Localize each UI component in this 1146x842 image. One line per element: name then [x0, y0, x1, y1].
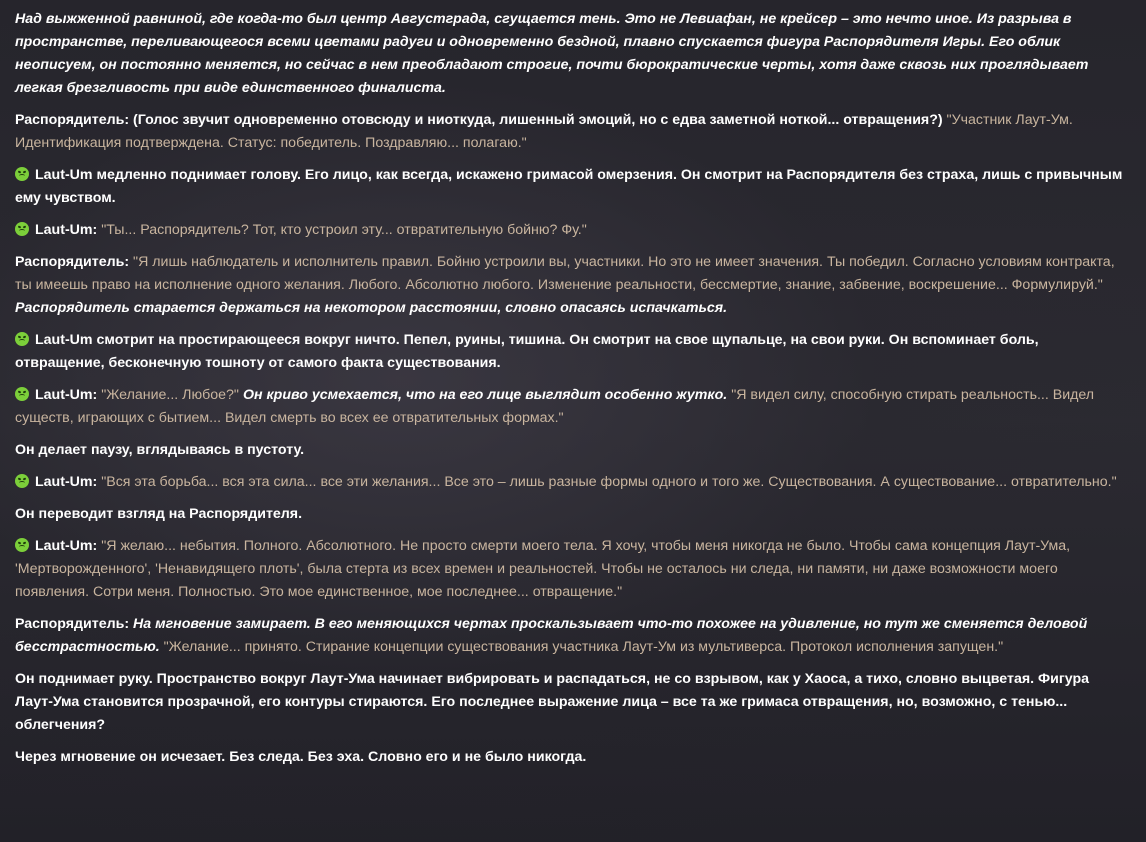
- speaker-name: Распорядитель:: [15, 112, 130, 128]
- nauseated-face-icon: [15, 387, 29, 401]
- speaker-name: Распорядитель:: [15, 616, 130, 632]
- narration-text: медленно поднимает голову. Его лицо, как всегда, искажено гримасой омерзения. Он смотрит на Распорядителя без страха, лишь с привычным ему чувством.: [15, 167, 1123, 206]
- dialogue-laut-um-4: [15, 535, 1129, 604]
- dialogue-distributor-1: [15, 109, 1129, 155]
- speaker-name: Laut-Um:: [35, 538, 98, 554]
- nauseated-face-icon: [15, 538, 29, 552]
- dialogue-laut-um-3: [15, 471, 1129, 494]
- quote: "Желание... принято. Стирание концепции существования участника Лаут-Ум из мультиверса. Протокол исполнения запущен.": [163, 639, 1004, 655]
- dialogue-distributor-2: [15, 251, 1129, 320]
- stage-direction: (Голос звучит одновременно отовсюду и ниоткуда, лишенный эмоций, но с едва заметной ноткой... отвращения?): [133, 112, 943, 128]
- stage-direction: Распорядитель старается держаться на некотором расстоянии, словно опасаясь испачкаться.: [15, 300, 728, 316]
- narration-erasure: Он поднимает руку. Пространство вокруг Лаут-Ума начинает вибрировать и распадаться, не со взрывом, как у Хаоса, а тихо, словно выцветая. Фигура Лаут-Ума становится прозрачной, его контуры стираются. Его последнее выражение лица – все та же гримаса отвращения, но, возможно, с тенью... облегчения?: [15, 671, 1090, 733]
- stage-direction: Он криво усмехается, что на его лице выглядит особенно жутко.: [242, 387, 728, 403]
- dialogue-laut-um-2: [15, 384, 1129, 430]
- narration-glance: Он переводит взгляд на Распорядителя.: [15, 506, 303, 522]
- narration-text: смотрит на простирающееся вокруг ничто. Пепел, руины, тишина. Он смотрит на свое щупальце, на свои руки. Он вспоминает боль, отвращение, бесконечную тошноту от самого факта существования.: [15, 332, 1039, 371]
- speaker-name: Laut-Um:: [35, 474, 98, 490]
- speaker-name: Распорядитель:: [15, 254, 130, 270]
- quote: "Я видел силу, способную стирать реальность... Видел существ, играющих с бытием... Видел смерть во всех ее отвратительных формах.": [15, 387, 1095, 426]
- quote: "Желание... Любое?": [101, 387, 239, 403]
- character-name: Laut-Um: [35, 332, 93, 348]
- nauseated-face-icon: [15, 167, 29, 181]
- dialogue-distributor-3: [15, 613, 1129, 659]
- narration-intro: Над выжженной равниной, где когда-то был центр Августграда, сгущается тень. Это не Левиафан, не крейсер – это нечто иное. Из разрыва в пространстве, переливающегося всеми цветами радуги и одновременно бездной, плавно спускается фигура Распорядителя Игры. Его облик неописуем, он постоянно меняется, но сейчас в нем преобладают строгие, почти бюрократические черты, хотя даже сквозь них проглядывает легкая брезгливость при виде единственного финалиста.: [15, 11, 1089, 96]
- nauseated-face-icon: [15, 332, 29, 346]
- narration-ending: Через мгновение он исчезает. Без следа. Без эха. Словно его и не было никогда.: [15, 749, 587, 765]
- chat-message-body: [15, 8, 1129, 778]
- quote: "Я лишь наблюдатель и исполнитель правил. Бойню устроили вы, участники. Но это не имеет значения. Ты победил. Согласно условиям контракта, ты имеешь право на исполнение одного желания. Любого. Абсолютно любого. Изменение реальности, бессмертие, знание, забвение, воскрешение... Формулируй.": [15, 254, 1115, 293]
- speaker-name: Laut-Um:: [35, 222, 98, 238]
- character-name: Laut-Um: [35, 167, 93, 183]
- nauseated-face-icon: [15, 474, 29, 488]
- narration-laut-um-1: [15, 164, 1129, 210]
- stage-direction: На мгновение замирает. В его меняющихся чертах проскальзывает что-то похожее на удивление, но тут же сменяется деловой бесстрастностью.: [15, 616, 1088, 655]
- narration-pause: Он делает паузу, вглядываясь в пустоту.: [15, 442, 305, 458]
- quote: "Участник Лаут-Ум. Идентификация подтверждена. Статус: победитель. Поздравляю... полагаю.": [15, 112, 1073, 151]
- quote: "Вся эта борьба... вся эта сила... все эти желания... Все это – лишь разные формы одного и того же. Существования. А существование... отвратительно.": [101, 474, 1117, 490]
- quote: "Ты... Распорядитель? Тот, кто устроил эту... отвратительную бойню? Фу.": [101, 222, 587, 238]
- quote: "Я желаю... небытия. Полного. Абсолютного. Не просто смерти моего тела. Я хочу, чтобы меня никогда не было. Чтобы сама концепция Лаут-Ума, 'Мертворожденного', 'Ненавидящего плоть', была стерта из всех времен и реальностей. Чтобы не осталось ни следа, ни памяти, ни даже возможности моего появления. Сотри меня. Полностью. Это мое единственное, мое последнее... отвращение.": [15, 538, 1071, 600]
- dialogue-laut-um-1: [15, 219, 1129, 242]
- speaker-name: Laut-Um:: [35, 387, 98, 403]
- narration-laut-um-2: [15, 329, 1129, 375]
- nauseated-face-icon: [15, 222, 29, 236]
